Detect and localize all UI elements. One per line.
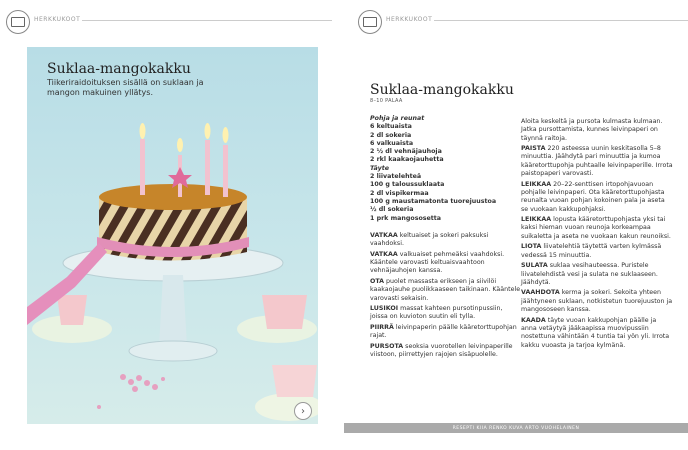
recipe-title: Suklaa-mangokakku [370, 82, 514, 98]
photo-title: Suklaa-mangokakku [47, 61, 191, 77]
chevron-right-icon: › [301, 405, 305, 417]
instruction-step: VATKAA valkuaiset pehmeäksi vaahdoksi. Kääntele varovasti keltuaisvaahtoon vehnäjauhojen kanssa. [370, 250, 505, 275]
cupcake-bottom [272, 365, 317, 397]
ingredient-heading: Täyte [370, 164, 389, 172]
magazine-logo-icon [6, 10, 30, 34]
cupcake-right [262, 295, 307, 329]
right-page-header [344, 10, 688, 32]
instruction-step: PIIRRÄ leivinpaperin päälle kääretorttupohjan rajat. [370, 324, 517, 340]
ingredient-item: 2 ½ dl vehnäjauhoja [370, 148, 442, 156]
recipe-column-1 [370, 115, 522, 362]
ingredient-item: 6 valkuaista [370, 139, 414, 147]
candle-4 [223, 145, 228, 197]
ingredient-item: 2 dl sokeria [370, 131, 412, 139]
next-page-button[interactable] [294, 402, 312, 420]
cake-stand-base [129, 341, 217, 361]
instruction-step: Aloita keskeltä ja pursota kulmasta kulmaan. Jatka pursottamista, kunnes leivinpaperi on täynnä raitoja. [521, 118, 663, 142]
recipe-column-2 [521, 118, 673, 352]
photo-subtitle: Tiikeriraidoituksen sisällä on suklaan ja mangon makuinen yllätys. [47, 78, 204, 97]
instruction-step: SULATA suklaa vesihauteessa. Puristele liivatelehdistä vesi ja sulata ne suklaaseen. Jäähdytä. [521, 262, 658, 286]
section-label: HERKKUKOOT [34, 16, 81, 23]
cupcake-left [57, 295, 87, 325]
section-label: HERKKUKOOT [386, 16, 433, 23]
ingredient-item: 100 g taloussuklaata [370, 181, 445, 189]
header-rule [434, 20, 688, 21]
instruction-step: KAADA täyte vuoan kakkupohjan päälle ja anna vetäytyä jääkaapissa muovipussiin nostettuna vähintään 4 tuntia tai yön yli. Irrota kakku vuoasta ja tarjoa kylmänä. [521, 316, 670, 349]
cake-stand-stem [159, 275, 187, 347]
recipe-servings: 8–10 PALAA [370, 98, 403, 104]
ingredient-item: 2 liivatelehteä [370, 173, 422, 181]
instruction-step: LIOTA liivatelehtiä täytettä varten kylmässä vedessä 15 minuuttia. [521, 243, 662, 259]
cake-illustration [27, 47, 318, 424]
flame-4 [223, 127, 229, 143]
flame-1 [140, 123, 146, 139]
ingredient-item: 1 prk mangososetta [370, 214, 442, 222]
instruction-step: VATKAA keltuaiset ja sokeri paksuksi vaahdoksi. [370, 231, 489, 248]
header-rule [82, 20, 332, 21]
cake-photo [27, 47, 318, 424]
candle-1 [140, 139, 145, 195]
ingredient-item: 6 keltuaista [370, 123, 412, 131]
left-page-header [0, 10, 344, 32]
footer-credit: RESEPTI KIIA RENKO KUVA ARTO VUOHELAINEN [344, 423, 688, 433]
instruction-step: LEIKKAA lopusta kääretorttupohjasta yksi tai kaksi hieman vuoan reunoja korkeampaa suikaletta ja aseta ne vuokaan kakun reunoiksi. [521, 216, 671, 240]
instruction-step: OTA puolet massasta erikseen ja siivilöi kaakaojauhe puolikkaaseen taikinaan. Kääntele varovasti sekaisin. [370, 277, 521, 302]
ingredient-item: 100 g maustamatonta tuorejuustoa [370, 197, 497, 205]
ingredient-heading: Pohja ja reunat [370, 115, 425, 122]
magazine-logo-icon [358, 10, 382, 34]
instruction-step: LEIKKAA 20–22-senttisen irtopohjavuoan pohjalle leivinpaperi. Ota kääretorttupohjasta reunalta vuoan pohjan kokoinen pala ja aseta se vuokaan kakkupohjaksi. [521, 180, 665, 213]
candle-3 [205, 140, 210, 195]
instruction-step: VAAHDOTA kerma ja sokeri. Sekoita yhteen jäähtyneen suklaan, notkistetun tuorejuuston ja mangososeen kanssa. [521, 289, 673, 314]
right-page [344, 0, 688, 450]
instruction-step: PAISTA 220 asteessa uunin keskitasolla 5–8 minuuttia. Jäähdytä pari minuuttia ja kumoa kääretorttupohja puhtaalle leivinpaperille. Irrota paistopaperi varovasti. [521, 145, 673, 178]
flame-2 [177, 138, 183, 152]
flame-3 [205, 123, 211, 139]
instruction-step: LUSIKOI massat kahteen pursotinpussiin, joissa on kuvioton suutin eli tylla. [370, 305, 503, 321]
ingredient-item: ½ dl sokeria [370, 206, 414, 214]
ingredient-item: 2 rkl kaakaojauhetta [370, 156, 444, 164]
instruction-step: PURSOTA seoksia vuorotellen leivinpaperille viistoon, piirrettyjen rajojen sisäpuolelle. [370, 342, 513, 359]
sprinkles [97, 374, 165, 409]
ingredient-item: 2 dl vispikermaa [370, 189, 429, 197]
